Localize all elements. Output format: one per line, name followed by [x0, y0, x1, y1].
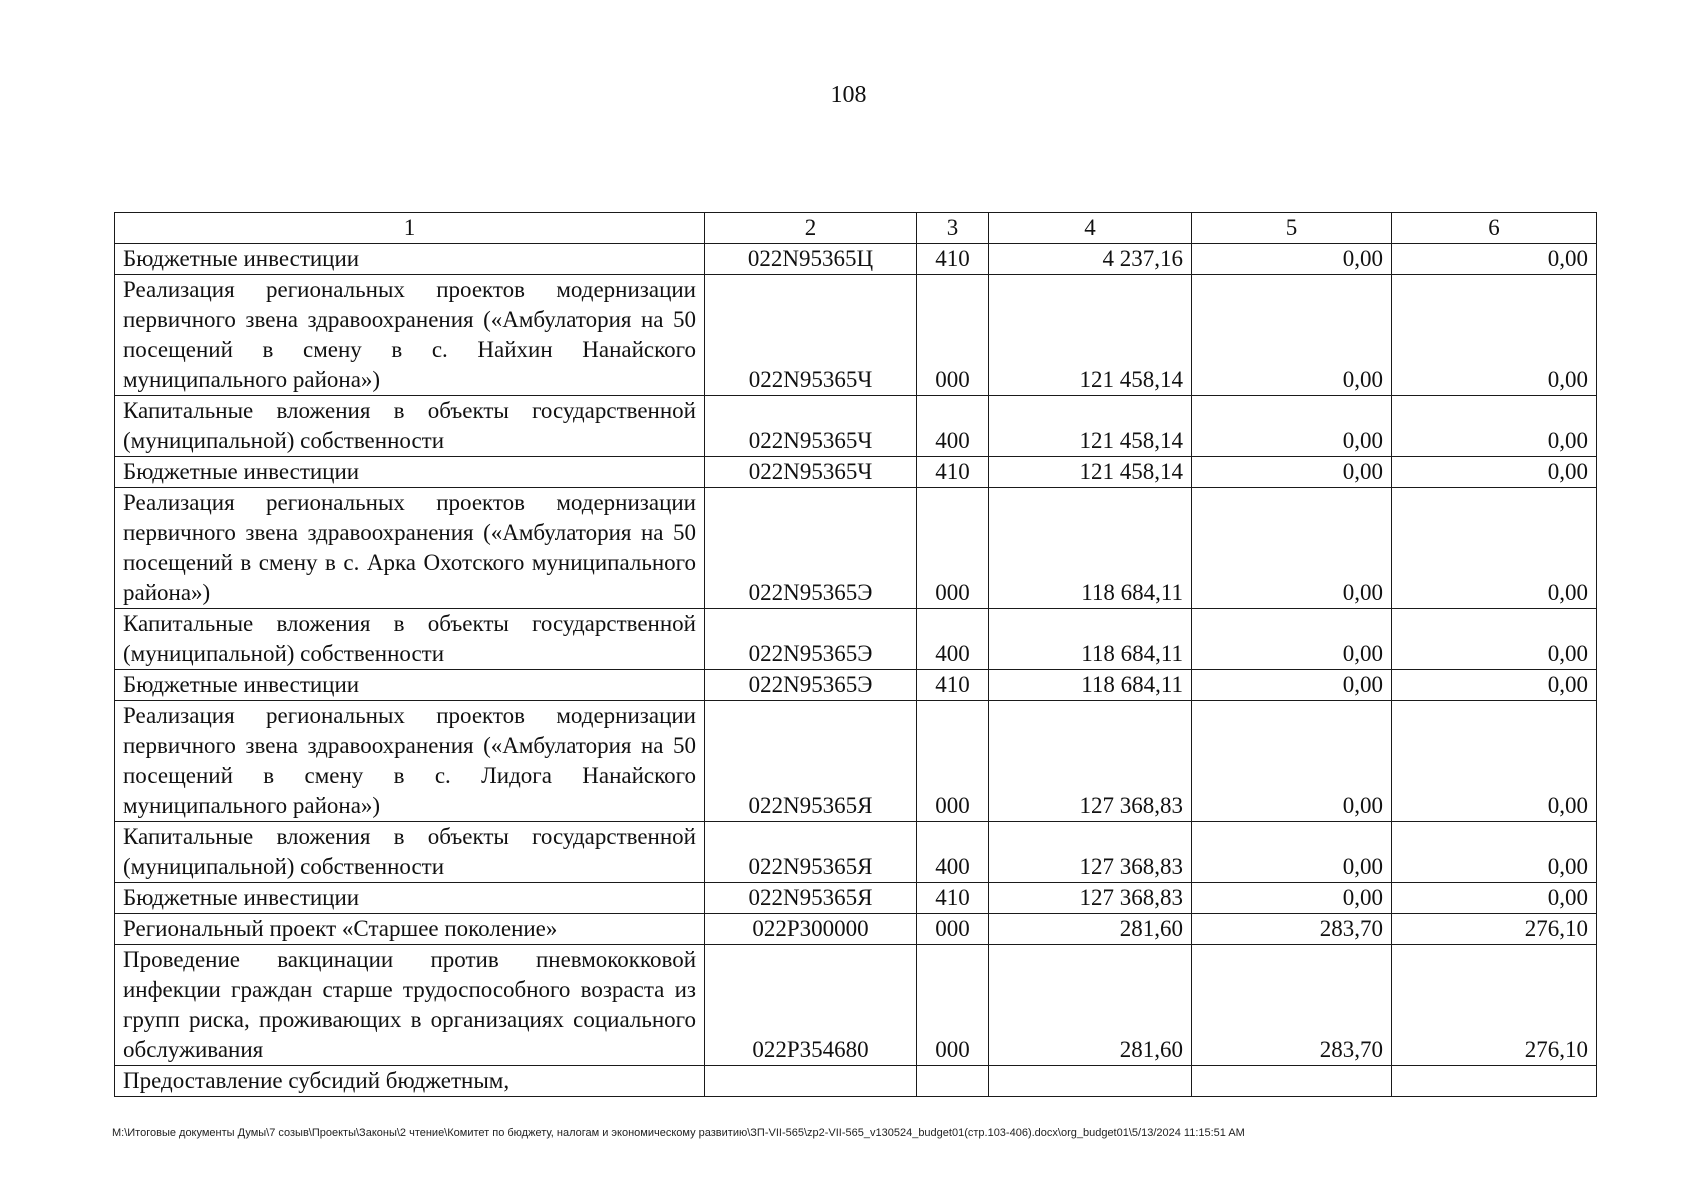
table-row — [115, 914, 1597, 945]
row-value-4: 4 237,16 — [989, 244, 1192, 275]
table-row — [115, 244, 1597, 275]
row-value-4: 281,60 — [989, 945, 1192, 1066]
row-value-6: 0,00 — [1392, 244, 1597, 275]
row-kind: 000 — [917, 914, 989, 945]
row-value-5: 0,00 — [1192, 670, 1392, 701]
row-value-5: 283,70 — [1192, 945, 1392, 1066]
row-value-6: 0,00 — [1392, 822, 1597, 883]
row-kind: 000 — [917, 701, 989, 822]
row-code — [705, 1066, 917, 1097]
table-row — [115, 457, 1597, 488]
row-kind: 410 — [917, 457, 989, 488]
table-row — [115, 275, 1597, 396]
row-code: 022N95365Я — [705, 883, 917, 914]
row-value-4: 127 368,83 — [989, 822, 1192, 883]
row-name: Проведение вакцинации против пневмококковой инфекции граждан старше трудоспособного возраста из групп риска, проживающих в организациях социального обслуживания — [115, 945, 705, 1066]
row-value-4: 127 368,83 — [989, 883, 1192, 914]
table-row — [115, 488, 1597, 609]
row-value-6: 276,10 — [1392, 914, 1597, 945]
row-kind: 400 — [917, 609, 989, 670]
row-value-6: 0,00 — [1392, 883, 1597, 914]
row-value-5: 0,00 — [1192, 701, 1392, 822]
row-value-5: 0,00 — [1192, 488, 1392, 609]
column-header-1: 1 — [115, 213, 705, 244]
row-name: Капитальные вложения в объекты государственной (муниципальной) собственности — [115, 396, 705, 457]
row-code: 022P300000 — [705, 914, 917, 945]
row-code: 022N95365Ч — [705, 275, 917, 396]
row-code: 022N95365Э — [705, 609, 917, 670]
row-code: 022N95365Я — [705, 701, 917, 822]
table-row — [115, 883, 1597, 914]
row-kind: 410 — [917, 244, 989, 275]
row-value-5: 0,00 — [1192, 883, 1392, 914]
row-value-6: 0,00 — [1392, 670, 1597, 701]
column-header-3: 3 — [917, 213, 989, 244]
table-row — [115, 670, 1597, 701]
column-header-6: 6 — [1392, 213, 1597, 244]
row-name: Бюджетные инвестиции — [115, 457, 705, 488]
row-name: Бюджетные инвестиции — [115, 670, 705, 701]
row-value-4: 118 684,11 — [989, 670, 1192, 701]
column-header-5: 5 — [1192, 213, 1392, 244]
row-value-6: 0,00 — [1392, 457, 1597, 488]
row-kind: 000 — [917, 275, 989, 396]
table-row — [115, 396, 1597, 457]
row-value-4: 121 458,14 — [989, 396, 1192, 457]
row-value-4: 281,60 — [989, 914, 1192, 945]
footer-file-path: M:\Итоговые документы Думы\7 созыв\Проекты\Законы\2 чтение\Комитет по бюджету, налогам и экономическому развитию\ЗП-VII-565\zp2-VII-565_v130524_budget01(стр.103-406).docx\org_budget01\5/13/2024 11:15:51 AM — [112, 1127, 1245, 1139]
table-row — [115, 701, 1597, 822]
row-code: 022N95365Ц — [705, 244, 917, 275]
row-kind: 410 — [917, 670, 989, 701]
row-value-5: 0,00 — [1192, 457, 1392, 488]
row-name: Реализация региональных проектов модернизации первичного звена здравоохранения («Амбулатория на 50 посещений в смену в с. Арка Охотского муниципального района») — [115, 488, 705, 609]
row-value-6: 0,00 — [1392, 275, 1597, 396]
row-value-5: 0,00 — [1192, 275, 1392, 396]
row-code: 022P354680 — [705, 945, 917, 1066]
row-value-6: 0,00 — [1392, 488, 1597, 609]
row-name: Региональный проект «Старшее поколение» — [115, 914, 705, 945]
table-row — [115, 609, 1597, 670]
row-value-5: 283,70 — [1192, 914, 1392, 945]
row-value-4: 118 684,11 — [989, 609, 1192, 670]
row-value-5 — [1192, 1066, 1392, 1097]
row-value-5: 0,00 — [1192, 822, 1392, 883]
row-name: Бюджетные инвестиции — [115, 244, 705, 275]
row-kind — [917, 1066, 989, 1097]
row-name: Реализация региональных проектов модернизации первичного звена здравоохранения («Амбулатория на 50 посещений в смену в с. Найхин Нанайского муниципального района») — [115, 275, 705, 396]
table-header-row — [115, 213, 1597, 244]
column-header-2: 2 — [705, 213, 917, 244]
row-kind: 000 — [917, 488, 989, 609]
row-name: Капитальные вложения в объекты государственной (муниципальной) собственности — [115, 609, 705, 670]
row-code: 022N95365Я — [705, 822, 917, 883]
row-value-6 — [1392, 1066, 1597, 1097]
row-value-6: 0,00 — [1392, 701, 1597, 822]
row-value-6: 276,10 — [1392, 945, 1597, 1066]
row-kind: 400 — [917, 396, 989, 457]
row-kind: 410 — [917, 883, 989, 914]
table-row — [115, 945, 1597, 1066]
table-row — [115, 822, 1597, 883]
row-value-4: 127 368,83 — [989, 701, 1192, 822]
row-value-6: 0,00 — [1392, 396, 1597, 457]
row-kind: 000 — [917, 945, 989, 1066]
column-header-4: 4 — [989, 213, 1192, 244]
row-value-5: 0,00 — [1192, 244, 1392, 275]
row-name: Предоставление субсидий бюджетным, — [115, 1066, 705, 1097]
row-code: 022N95365Ч — [705, 457, 917, 488]
row-code: 022N95365Ч — [705, 396, 917, 457]
row-value-5: 0,00 — [1192, 609, 1392, 670]
row-value-4: 121 458,14 — [989, 275, 1192, 396]
row-value-6: 0,00 — [1392, 609, 1597, 670]
row-code: 022N95365Э — [705, 488, 917, 609]
row-kind: 400 — [917, 822, 989, 883]
row-name: Бюджетные инвестиции — [115, 883, 705, 914]
page-number: 108 — [830, 82, 867, 108]
table-row — [115, 1066, 1597, 1097]
row-value-4: 121 458,14 — [989, 457, 1192, 488]
row-name: Капитальные вложения в объекты государственной (муниципальной) собственности — [115, 822, 705, 883]
row-value-4: 118 684,11 — [989, 488, 1192, 609]
row-value-5: 0,00 — [1192, 396, 1392, 457]
row-code: 022N95365Э — [705, 670, 917, 701]
row-value-4 — [989, 1066, 1192, 1097]
row-name: Реализация региональных проектов модернизации первичного звена здравоохранения («Амбулатория на 50 посещений в смену в с. Лидога Нанайского муниципального района») — [115, 701, 705, 822]
budget-table — [114, 212, 1597, 1097]
